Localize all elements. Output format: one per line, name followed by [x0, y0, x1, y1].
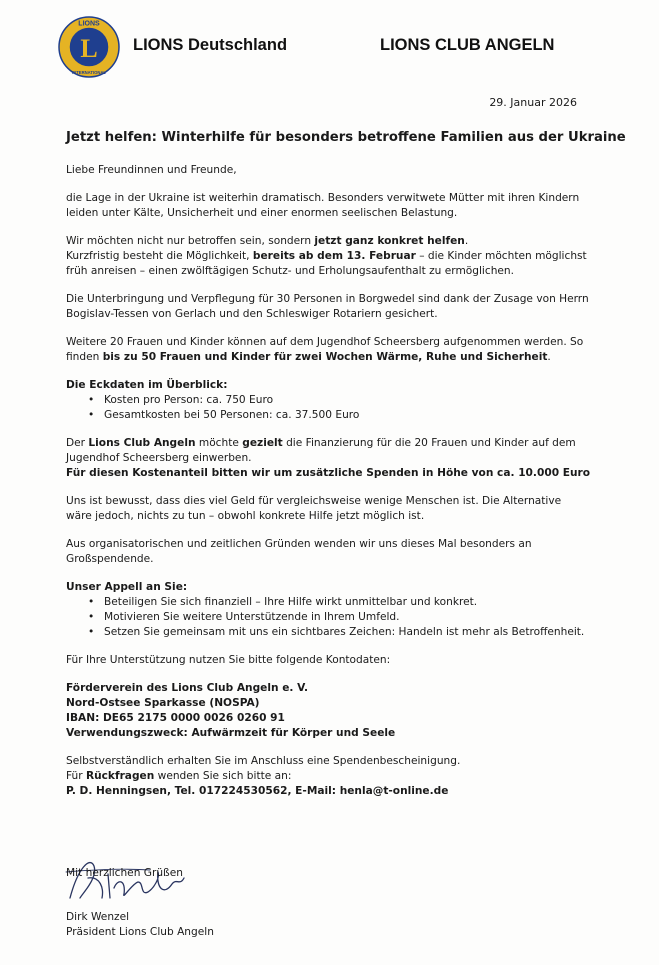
closing: Mit herzlichen Grüßen	[66, 867, 183, 879]
list-item: • Gesamtkosten bei 50 Personen: ca. 37.500 Euro	[92, 408, 596, 423]
paragraph-awareness: Uns ist bewusst, dass dies viel Geld für vergleichsweise wenige Menschen ist. Die Alternative wäre jedoch, nichts zu tun – obwohl konkrete Hilfe jetzt möglich ist.	[66, 495, 562, 522]
paragraph-receipt: Selbstverständlich erhalten Sie im Anschluss eine Spendenbescheinigung. Für Rückfragen wenden Sie sich bitte an: P. D. Henningsen, Tel. 017224530562, E-Mail: henla@t-online.de	[66, 755, 461, 797]
list-item: • Setzen Sie gemeinsam mit uns ein sichtbares Zeichen: Handeln ist mehr als Betroffenheit.	[92, 625, 596, 640]
signer-role: Präsident Lions Club Angeln	[66, 926, 214, 938]
list-item: • Beteiligen Sie sich finanziell – Ihre Hilfe wirkt unmittelbar und konkret.	[92, 595, 596, 610]
paragraph-major-donors: Aus organisatorischen und zeitlichen Gründen wenden wir uns dieses Mal besonders an Großspendende.	[66, 538, 532, 565]
lions-logo	[58, 16, 120, 78]
logo-text-top: LIONS	[78, 20, 100, 28]
appeal-list	[66, 595, 596, 640]
letter-date: 29. Januar 2026	[489, 96, 577, 109]
account-bank: Nord-Ostsee Sparkasse (NOSPA)	[66, 697, 260, 709]
letter-body	[66, 163, 596, 812]
list-item: • Kosten pro Person: ca. 750 Euro	[92, 393, 596, 408]
facts-list	[66, 393, 596, 423]
org-name-right: LIONS CLUB ANGELN	[380, 36, 555, 54]
contact-details: P. D. Henningsen, Tel. 017224530562, E-Mail: henla@t-online.de	[66, 785, 449, 797]
paragraph-scheersberg: Weitere 20 Frauen und Kinder können auf dem Jugendhof Scheersberg aufgenommen werden. So finden bis zu 50 Frauen und Kinder für zwei Wochen Wärme, Ruhe und Sicherheit.	[66, 336, 584, 363]
paragraph-help: Wir möchten nicht nur betroffen sein, sondern jetzt ganz konkret helfen. Kurzfristig besteht die Möglichkeit, bereits ab dem 13. Februar – die Kinder möchten möglichst früh anreisen – einen zwölftägigen Schutz- und Erholungsaufenthalt zu ermöglichen.	[66, 235, 587, 277]
letter-title: Jetzt helfen: Winterhilfe für besonders betroffene Familien aus der Ukraine	[66, 130, 626, 145]
account-purpose: Verwendungszweck: Aufwärmzeit für Körper und Seele	[66, 727, 396, 739]
account-holder: Förderverein des Lions Club Angeln e. V.	[66, 682, 308, 694]
signer-name: Dirk Wenzel	[66, 911, 130, 923]
greeting: Liebe Freundinnen und Freunde,	[66, 164, 237, 176]
account-intro: Für Ihre Unterstützung nutzen Sie bitte folgende Kontodaten:	[66, 654, 391, 666]
paragraph-accommodation: Die Unterbringung und Verpflegung für 30 Personen in Borgwedel sind dank der Zusage von Herrn Bogislav-Tessen von Gerlach und den Schleswiger Rotariern gesichert.	[66, 293, 589, 320]
org-name-left: LIONS Deutschland	[133, 36, 288, 54]
appeal-heading: Unser Appell an Sie:	[66, 581, 188, 593]
paragraph-club: Der Lions Club Angeln möchte gezielt die Finanzierung für die 20 Frauen und Kinder auf dem Jugendhof Scheersberg einwerben. Für diesen Kostenanteil bitten wir um zusätzliche Spenden in Höhe von ca. 10.000 Euro	[66, 437, 591, 479]
account-details	[66, 681, 596, 741]
account-iban: IBAN: DE65 2175 0000 0026 0260 91	[66, 712, 285, 724]
facts-heading: Die Eckdaten im Überblick:	[66, 379, 228, 391]
list-item: • Motivieren Sie weitere Unterstützende in Ihrem Umfeld.	[92, 610, 596, 625]
signer-block	[66, 910, 214, 940]
logo-letter: L	[80, 34, 98, 63]
paragraph-situation: die Lage in der Ukraine ist weiterhin dramatisch. Besonders verwitwete Mütter mit ihren Kindern leiden unter Kälte, Unsicherheit und einer enormen seelischen Belastung.	[66, 192, 580, 219]
logo-text-bottom: INTERNATIONAL	[72, 70, 106, 75]
